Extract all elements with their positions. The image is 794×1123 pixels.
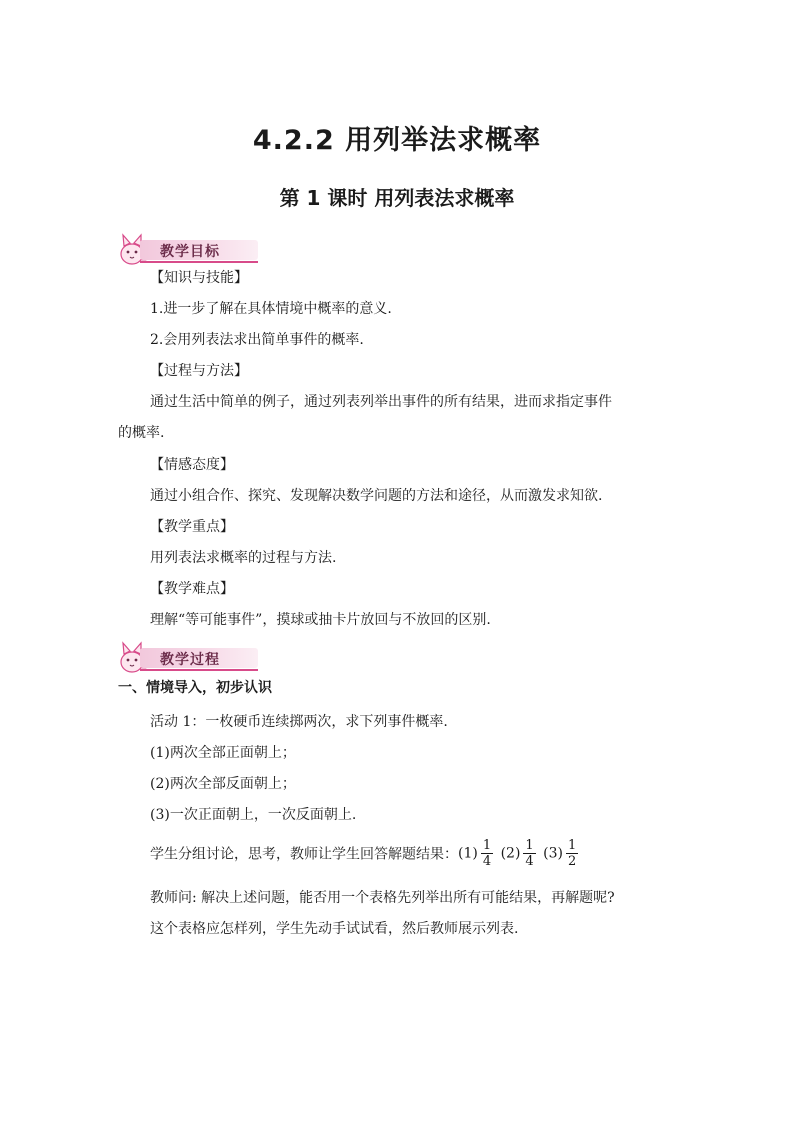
objective-line: 【教学重点】 — [150, 519, 234, 535]
objective-line: 用列表法求概率的过程与方法. — [150, 550, 337, 566]
section-label: 教学过程 — [160, 652, 220, 668]
fraction: $\frac{1}{2}$ — [568, 838, 577, 869]
fraction: $\frac{1}{4}$ — [525, 838, 534, 869]
section-label: 教学目标 — [160, 244, 220, 260]
activity-line: (2)两次全部反面朝上； — [150, 776, 296, 792]
objective-line: 2.会用列表法求出简单事件的概率. — [150, 332, 364, 348]
fraction: $\frac{1}{4}$ — [482, 838, 492, 869]
page-title: 4.2.2 用列举法求概率 — [252, 125, 542, 156]
objective-line: 理解“等可能事件”，摸球或抽卡片放回与不放回的区别. — [150, 612, 491, 628]
objective-line: 通过生活中简单的例子，通过列表列举出事件的所有结果，进而求指定事件 — [150, 394, 612, 410]
objective-line: 通过小组合作、探究、发现解决数学问题的方法和途径，从而激发求知欲. — [150, 488, 603, 504]
page-subtitle: 第 1 课时 用列表法求概率 — [279, 186, 515, 210]
objective-line: 1.进一步了解在具体情境中概率的意义. — [150, 301, 392, 317]
teacher-question-line: 教师问: 解决上述问题，能否用一个表格先列举出所有可能结果，再解题呢? — [150, 890, 615, 906]
subsection-heading: 一、情境导入，初步认识 — [118, 680, 272, 696]
answer-label: (2) — [500, 845, 521, 862]
answer-label: (1) — [458, 845, 478, 862]
answer-label: (3) — [543, 845, 563, 862]
answer-prefix: 学生分组讨论，思考，教师让学生回答解题结果： — [150, 846, 458, 863]
activity-line: 活动 1：一枚硬币连续掷两次，求下列事件概率. — [150, 714, 448, 730]
activity-line: (3)一次正面朝上，一次反面朝上. — [150, 807, 357, 823]
objective-line: 【情感态度】 — [150, 457, 234, 473]
objective-line: 【知识与技能】 — [150, 270, 248, 286]
section-header-process — [118, 640, 268, 674]
activity-line: (1)两次全部正面朝上； — [150, 745, 296, 761]
objective-line: 的概率. — [118, 425, 165, 441]
objective-line: 【教学难点】 — [150, 581, 234, 597]
section-header-objectives — [118, 232, 268, 266]
teacher-question-line: 这个表格应怎样列，学生先动手试试看，然后教师展示列表. — [150, 921, 519, 937]
objective-line: 【过程与方法】 — [150, 363, 248, 379]
answer-line — [150, 838, 581, 869]
